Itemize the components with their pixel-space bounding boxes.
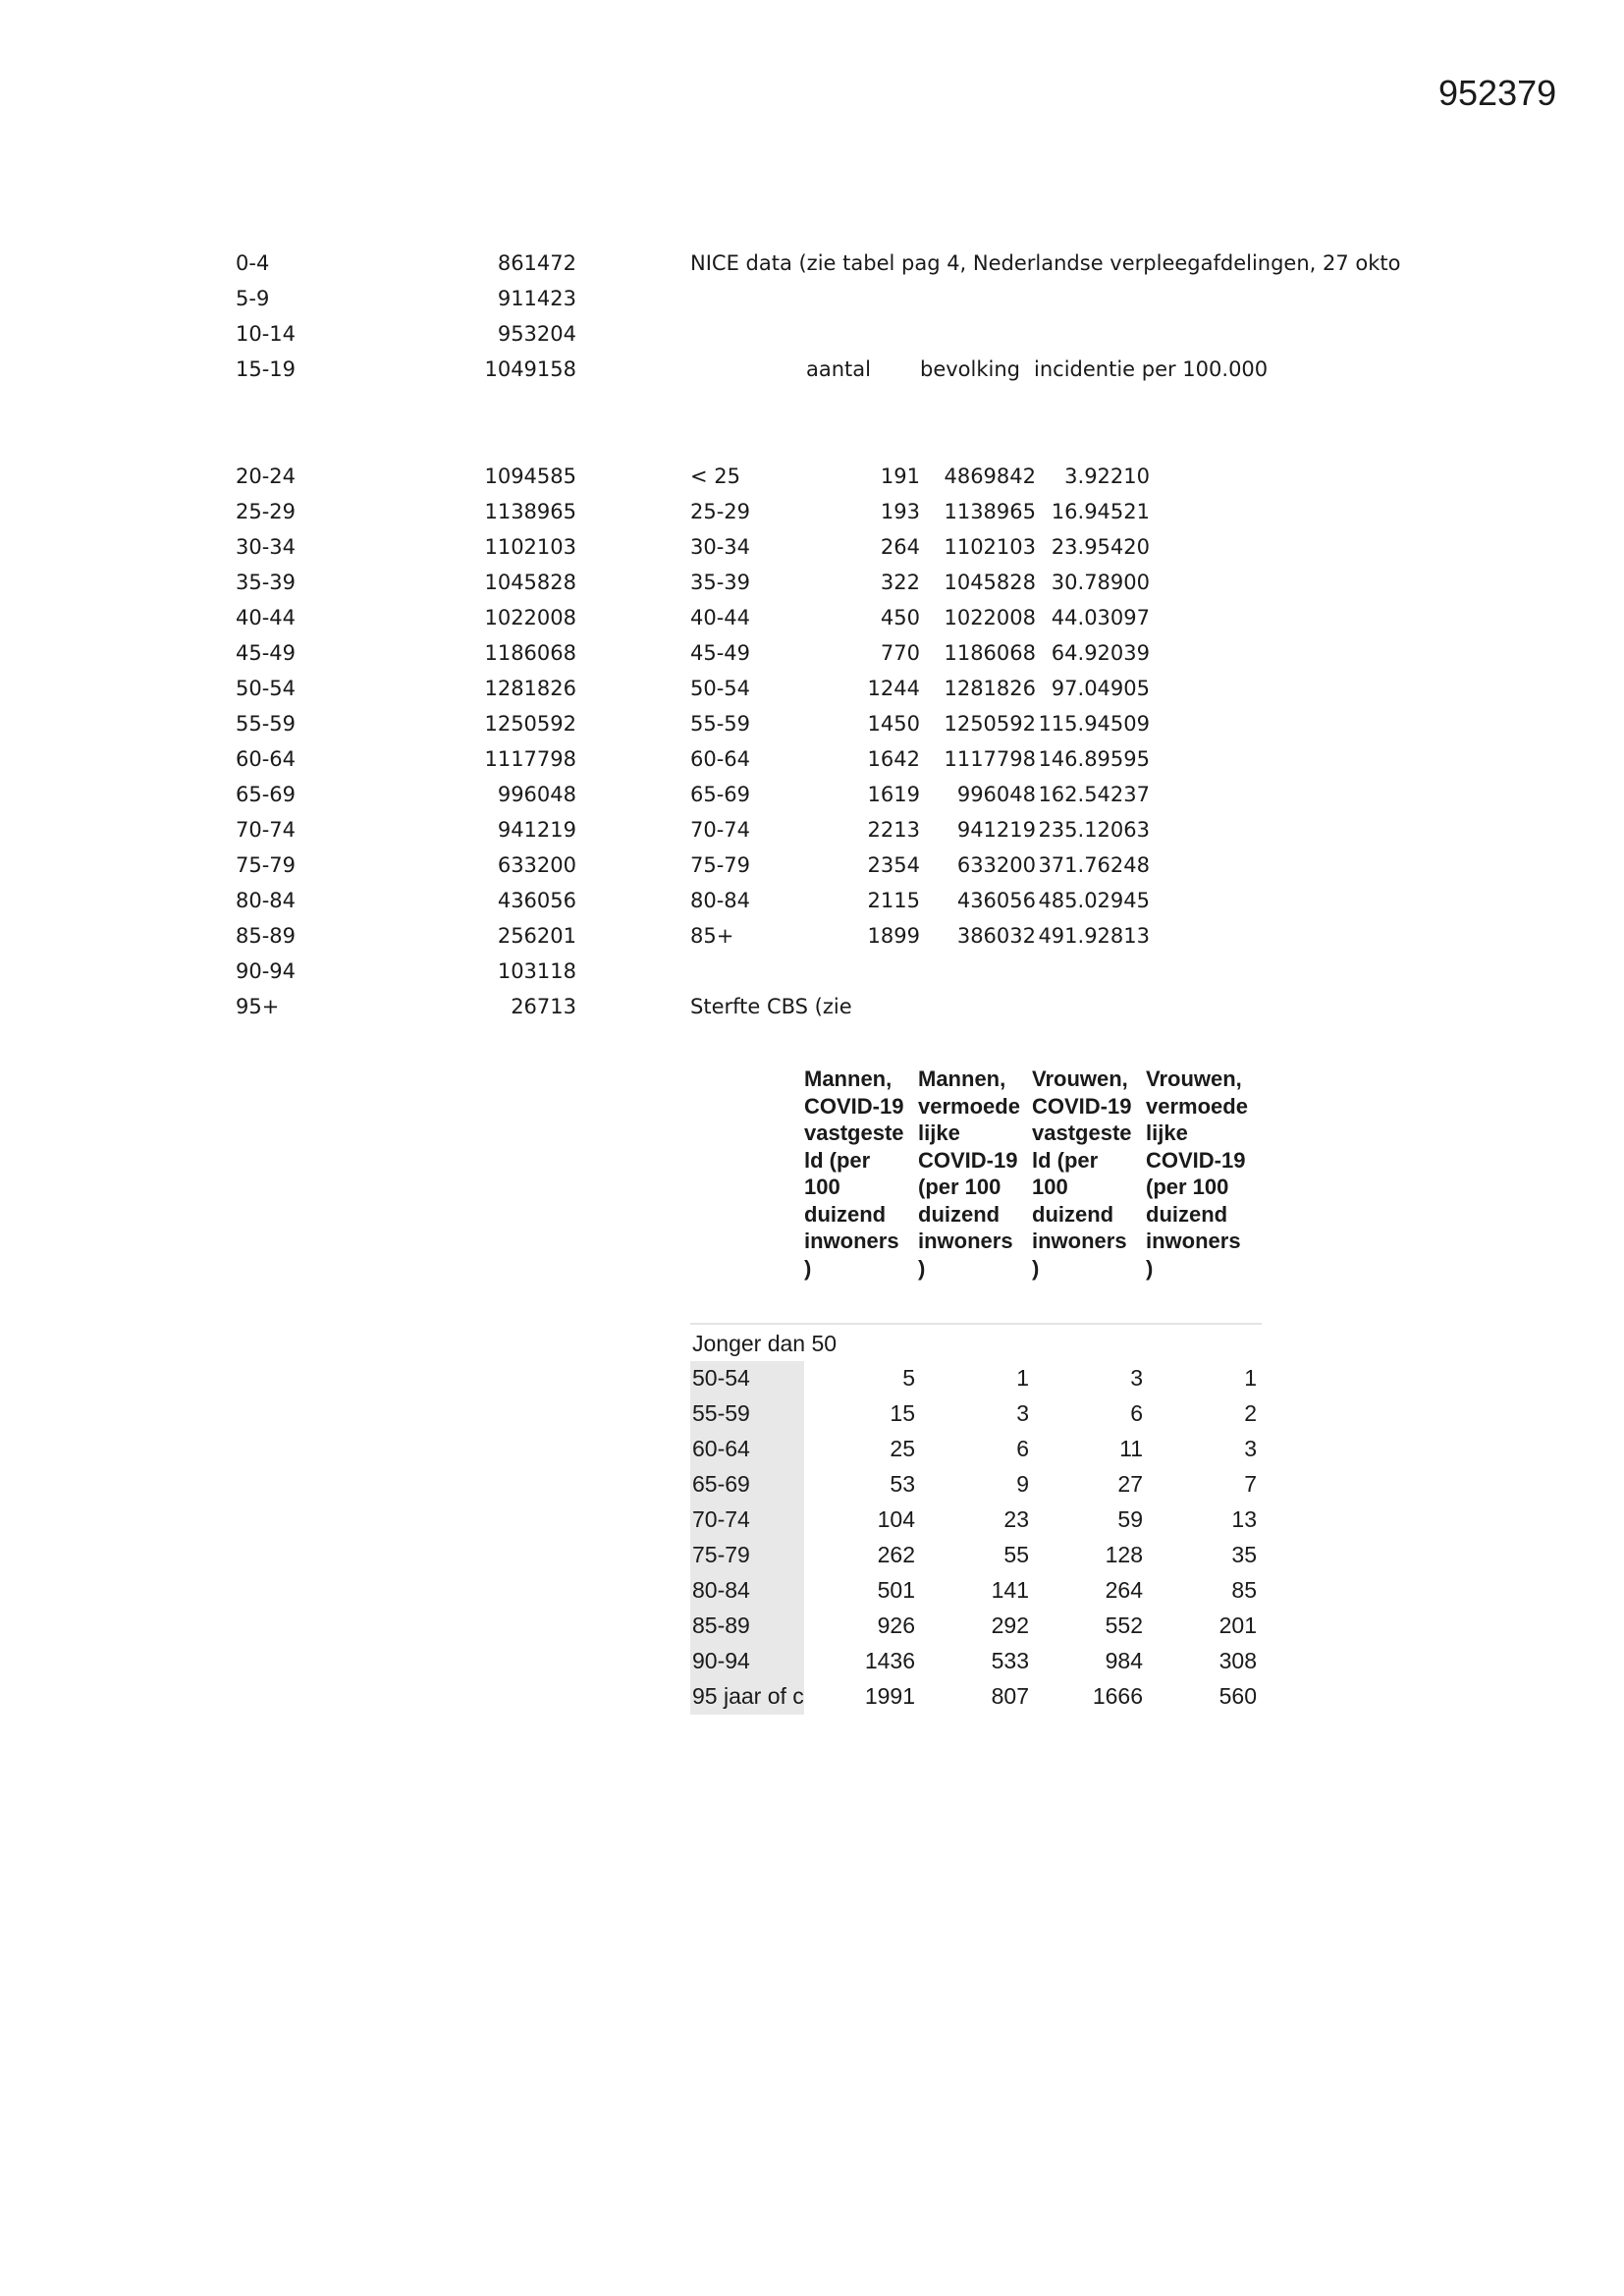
cbs-value-v2: 1 [1244, 1365, 1257, 1391]
population-value: 911423 [497, 287, 576, 310]
cbs-value-m2: 292 [991, 1613, 1029, 1638]
population-age: 55-59 [236, 712, 297, 736]
cbs-value-m2: 3 [1016, 1400, 1029, 1426]
cbs-value-v2: 85 [1231, 1577, 1257, 1603]
population-age: 50-54 [236, 677, 297, 700]
nice-incidence: 371.76248 [1038, 853, 1150, 877]
cbs-age: 65-69 [692, 1471, 750, 1497]
nice-row [690, 606, 1152, 635]
cbs-value-m1: 25 [890, 1436, 915, 1461]
nice-count: 770 [880, 641, 920, 665]
nice-count: 1244 [867, 677, 920, 700]
population-age: 25-29 [236, 500, 297, 523]
cbs-age: 75-79 [692, 1542, 750, 1567]
cbs-first-row: Jonger dan 50 [692, 1331, 838, 1356]
population-value: 633200 [497, 853, 576, 877]
nice-age: 75-79 [690, 853, 751, 877]
nice-header-incidence: incidentie per 100.000 [1034, 357, 1269, 381]
cbs-header-women-confirmed: Vrouwen, COVID-19 vastgeste ld (per 100 duizend inwoners ) [1032, 1066, 1132, 1281]
cbs-value-v1: 3 [1130, 1365, 1143, 1391]
nice-population: 633200 [956, 853, 1036, 877]
nice-count: 2213 [867, 818, 920, 842]
cbs-value-v2: 2 [1244, 1400, 1257, 1426]
cbs-row [690, 1506, 1262, 1542]
nice-row [690, 818, 1152, 847]
population-age: 0-4 [236, 251, 270, 275]
cbs-value-v2: 560 [1218, 1683, 1257, 1709]
population-age: 20-24 [236, 465, 297, 488]
cbs-title: Sterfte CBS (zie [690, 995, 852, 1018]
nice-incidence: 491.92813 [1038, 924, 1150, 948]
cbs-row [690, 1400, 1262, 1436]
nice-population: 1045828 [944, 571, 1036, 594]
nice-age: 55-59 [690, 712, 751, 736]
nice-row [690, 712, 1152, 741]
nice-population: 1281826 [944, 677, 1036, 700]
cbs-value-v2: 308 [1218, 1648, 1257, 1673]
population-value: 103118 [497, 959, 576, 983]
cbs-value-m1: 15 [890, 1400, 915, 1426]
cbs-header-men-suspected: Mannen, vermoede lijke COVID-19 (per 100 duizend inwoners ) [918, 1066, 1020, 1281]
cbs-value-v2: 201 [1218, 1613, 1257, 1638]
nice-age: 65-69 [690, 783, 751, 806]
population-age: 5-9 [236, 287, 270, 310]
nice-incidence: 97.04905 [1051, 677, 1150, 700]
nice-age: 45-49 [690, 641, 751, 665]
nice-incidence: 3.92210 [1064, 465, 1150, 488]
population-row [236, 535, 576, 565]
cbs-value-v1: 27 [1117, 1471, 1143, 1497]
nice-row [690, 465, 1152, 494]
nice-count: 1899 [867, 924, 920, 948]
cbs-divider [690, 1323, 1262, 1325]
nice-row [690, 924, 1152, 954]
nice-count: 191 [880, 465, 920, 488]
nice-row [690, 889, 1152, 918]
population-value: 1250592 [484, 712, 576, 736]
cbs-value-v2: 7 [1244, 1471, 1257, 1497]
cbs-value-m1: 262 [877, 1542, 915, 1567]
cbs-value-v2: 35 [1231, 1542, 1257, 1567]
population-value: 1186068 [484, 641, 576, 665]
population-age: 85-89 [236, 924, 297, 948]
nice-population: 436056 [956, 889, 1036, 912]
nice-header-count: aantal [806, 357, 871, 381]
population-age: 35-39 [236, 571, 297, 594]
population-row [236, 287, 576, 316]
nice-count: 1619 [867, 783, 920, 806]
population-value: 256201 [497, 924, 576, 948]
cbs-value-m1: 5 [902, 1365, 915, 1391]
cbs-value-m2: 807 [991, 1683, 1029, 1709]
nice-population: 1117798 [944, 747, 1036, 771]
nice-population: 1102103 [944, 535, 1036, 559]
population-value: 1117798 [484, 747, 576, 771]
nice-count: 2115 [867, 889, 920, 912]
population-value: 1022008 [484, 606, 576, 629]
population-value: 1281826 [484, 677, 576, 700]
population-age: 75-79 [236, 853, 297, 877]
population-value: 1049158 [484, 357, 576, 381]
nice-population: 996048 [956, 783, 1036, 806]
cbs-age: 50-54 [692, 1365, 750, 1391]
cbs-value-m1: 1436 [864, 1648, 915, 1673]
cbs-value-m1: 926 [877, 1613, 915, 1638]
cbs-age: 90-94 [692, 1648, 750, 1673]
nice-incidence: 115.94509 [1038, 712, 1150, 736]
population-row [236, 251, 576, 281]
population-value: 861472 [497, 251, 576, 275]
nice-incidence: 146.89595 [1038, 747, 1150, 771]
cbs-value-m2: 533 [991, 1648, 1029, 1673]
cbs-value-v1: 984 [1105, 1648, 1143, 1673]
nice-age: < 25 [690, 465, 740, 488]
population-row [236, 500, 576, 529]
population-row [236, 641, 576, 671]
nice-population: 1138965 [944, 500, 1036, 523]
nice-incidence: 235.12063 [1038, 818, 1150, 842]
population-value: 1094585 [484, 465, 576, 488]
population-value: 1102103 [484, 535, 576, 559]
population-row [236, 853, 576, 883]
nice-incidence: 485.02945 [1038, 889, 1150, 912]
cbs-value-v1: 264 [1105, 1577, 1143, 1603]
nice-count: 450 [880, 606, 920, 629]
cbs-row [690, 1613, 1262, 1648]
cbs-age: 70-74 [692, 1506, 750, 1532]
nice-incidence: 64.92039 [1051, 641, 1150, 665]
nice-incidence: 30.78900 [1051, 571, 1150, 594]
population-value: 1138965 [484, 500, 576, 523]
cbs-value-m1: 104 [877, 1506, 915, 1532]
population-age: 70-74 [236, 818, 297, 842]
population-row [236, 889, 576, 918]
population-row [236, 783, 576, 812]
nice-age: 70-74 [690, 818, 751, 842]
nice-age: 30-34 [690, 535, 751, 559]
cbs-age: 95 jaar of c [692, 1683, 804, 1709]
cbs-header-men-confirmed: Mannen, COVID-19 vastgeste ld (per 100 duizend inwoners ) [804, 1066, 904, 1281]
cbs-value-m2: 141 [991, 1577, 1029, 1603]
cbs-row [690, 1436, 1262, 1471]
nice-population: 1250592 [944, 712, 1036, 736]
population-age: 45-49 [236, 641, 297, 665]
cbs-row [690, 1648, 1262, 1683]
population-row [236, 606, 576, 635]
cbs-value-v1: 552 [1105, 1613, 1143, 1638]
nice-population: 4869842 [944, 465, 1036, 488]
cbs-row [690, 1577, 1262, 1613]
nice-age: 40-44 [690, 606, 751, 629]
population-age: 10-14 [236, 322, 297, 346]
population-value: 996048 [497, 783, 576, 806]
population-row [236, 571, 576, 600]
cbs-value-m1: 501 [877, 1577, 915, 1603]
population-age: 30-34 [236, 535, 297, 559]
nice-count: 2354 [867, 853, 920, 877]
nice-age: 50-54 [690, 677, 751, 700]
nice-count: 1450 [867, 712, 920, 736]
cbs-row [690, 1471, 1262, 1506]
nice-incidence: 44.03097 [1051, 606, 1150, 629]
population-age: 80-84 [236, 889, 297, 912]
nice-incidence: 16.94521 [1051, 500, 1150, 523]
nice-row [690, 783, 1152, 812]
nice-row [690, 571, 1152, 600]
cbs-row [690, 1365, 1262, 1400]
population-row [236, 818, 576, 847]
population-value: 953204 [497, 322, 576, 346]
population-row [236, 747, 576, 777]
document-id: 952379 [1438, 73, 1557, 113]
nice-population: 386032 [956, 924, 1036, 948]
cbs-value-m1: 53 [890, 1471, 915, 1497]
population-value: 436056 [497, 889, 576, 912]
population-age: 15-19 [236, 357, 297, 381]
cbs-value-m2: 9 [1016, 1471, 1029, 1497]
nice-count: 322 [880, 571, 920, 594]
cbs-value-m1: 1991 [864, 1683, 915, 1709]
nice-age: 25-29 [690, 500, 751, 523]
cbs-value-v1: 59 [1117, 1506, 1143, 1532]
population-row [236, 924, 576, 954]
cbs-value-v1: 1666 [1092, 1683, 1143, 1709]
population-age: 95+ [236, 995, 280, 1018]
nice-header-population: bevolking [920, 357, 1020, 381]
cbs-age: 80-84 [692, 1577, 750, 1603]
cbs-age: 85-89 [692, 1613, 750, 1638]
cbs-age: 55-59 [692, 1400, 750, 1426]
population-row [236, 712, 576, 741]
nice-age: 35-39 [690, 571, 751, 594]
nice-population: 1186068 [944, 641, 1036, 665]
cbs-value-m2: 6 [1016, 1436, 1029, 1461]
nice-count: 193 [880, 500, 920, 523]
cbs-value-m2: 23 [1003, 1506, 1029, 1532]
cbs-value-v1: 6 [1130, 1400, 1143, 1426]
cbs-value-m2: 55 [1003, 1542, 1029, 1567]
population-row [236, 465, 576, 494]
population-age: 65-69 [236, 783, 297, 806]
nice-row [690, 677, 1152, 706]
population-row [236, 995, 576, 1024]
nice-age: 85+ [690, 924, 734, 948]
population-row [236, 959, 576, 989]
nice-row [690, 853, 1152, 883]
population-row [236, 322, 576, 352]
nice-population: 1022008 [944, 606, 1036, 629]
population-age: 40-44 [236, 606, 297, 629]
nice-title: NICE data (zie tabel pag 4, Nederlandse verpleegafdelingen, 27 okto [690, 251, 1401, 275]
nice-count: 264 [880, 535, 920, 559]
nice-row [690, 641, 1152, 671]
population-age: 60-64 [236, 747, 297, 771]
population-value: 26713 [511, 995, 576, 1018]
nice-population: 941219 [956, 818, 1036, 842]
population-row [236, 357, 576, 387]
cbs-value-m2: 1 [1016, 1365, 1029, 1391]
cbs-header-women-suspected: Vrouwen, vermoede lijke COVID-19 (per 100 duizend inwoners ) [1146, 1066, 1248, 1281]
nice-row [690, 747, 1152, 777]
cbs-row [690, 1542, 1262, 1577]
nice-incidence: 23.95420 [1051, 535, 1150, 559]
nice-count: 1642 [867, 747, 920, 771]
cbs-value-v1: 128 [1105, 1542, 1143, 1567]
cbs-value-v1: 11 [1119, 1436, 1143, 1461]
cbs-age: 60-64 [692, 1436, 750, 1461]
population-row [236, 677, 576, 706]
cbs-value-v2: 13 [1231, 1506, 1257, 1532]
population-value: 941219 [497, 818, 576, 842]
nice-age: 60-64 [690, 747, 751, 771]
nice-row [690, 535, 1152, 565]
nice-incidence: 162.54237 [1038, 783, 1150, 806]
cbs-row [690, 1683, 1262, 1719]
nice-row [690, 500, 1152, 529]
population-age: 90-94 [236, 959, 297, 983]
population-value: 1045828 [484, 571, 576, 594]
nice-age: 80-84 [690, 889, 751, 912]
cbs-value-v2: 3 [1244, 1436, 1257, 1461]
